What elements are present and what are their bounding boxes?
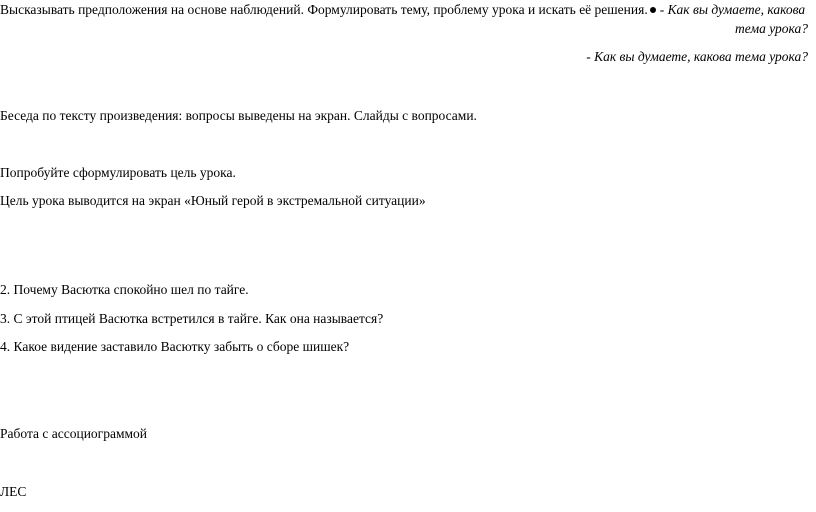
goal-line: Цель урока выводится на экран «Юный герой в экстремальной ситуации» — [0, 193, 426, 208]
inline-question-continuation: тема урока? — [735, 21, 808, 36]
question-2: 2. Почему Васютка спокойно шел по тайге. — [0, 282, 249, 297]
forest-word: ЛЕС — [0, 484, 27, 499]
question-3: 3. С этой птицей Васютка встретился в тайге. Как она называется? — [0, 311, 384, 326]
repeat-question: - Как вы думаете, какова тема урока? — [586, 49, 808, 64]
inline-question-text: - Как вы думаете, какова — [659, 2, 806, 17]
intro-line — [0, 2, 805, 18]
try-goal-line: Попробуйте сформулировать цель урока. — [0, 165, 236, 180]
intro-text: Высказывать предположения на основе наблюдений. Формулировать тему, проблему урока и искать её решения. — [0, 2, 648, 17]
association-line: Работа с ассоциограммой — [0, 426, 148, 441]
question-4: 4. Какое видение заставило Васютку забыть о сборе шишек? — [0, 339, 350, 354]
discussion-line: Беседа по тексту произведения: вопросы выведены на экран. Слайды с вопросами. — [0, 108, 477, 123]
bullet-icon — [650, 7, 656, 13]
